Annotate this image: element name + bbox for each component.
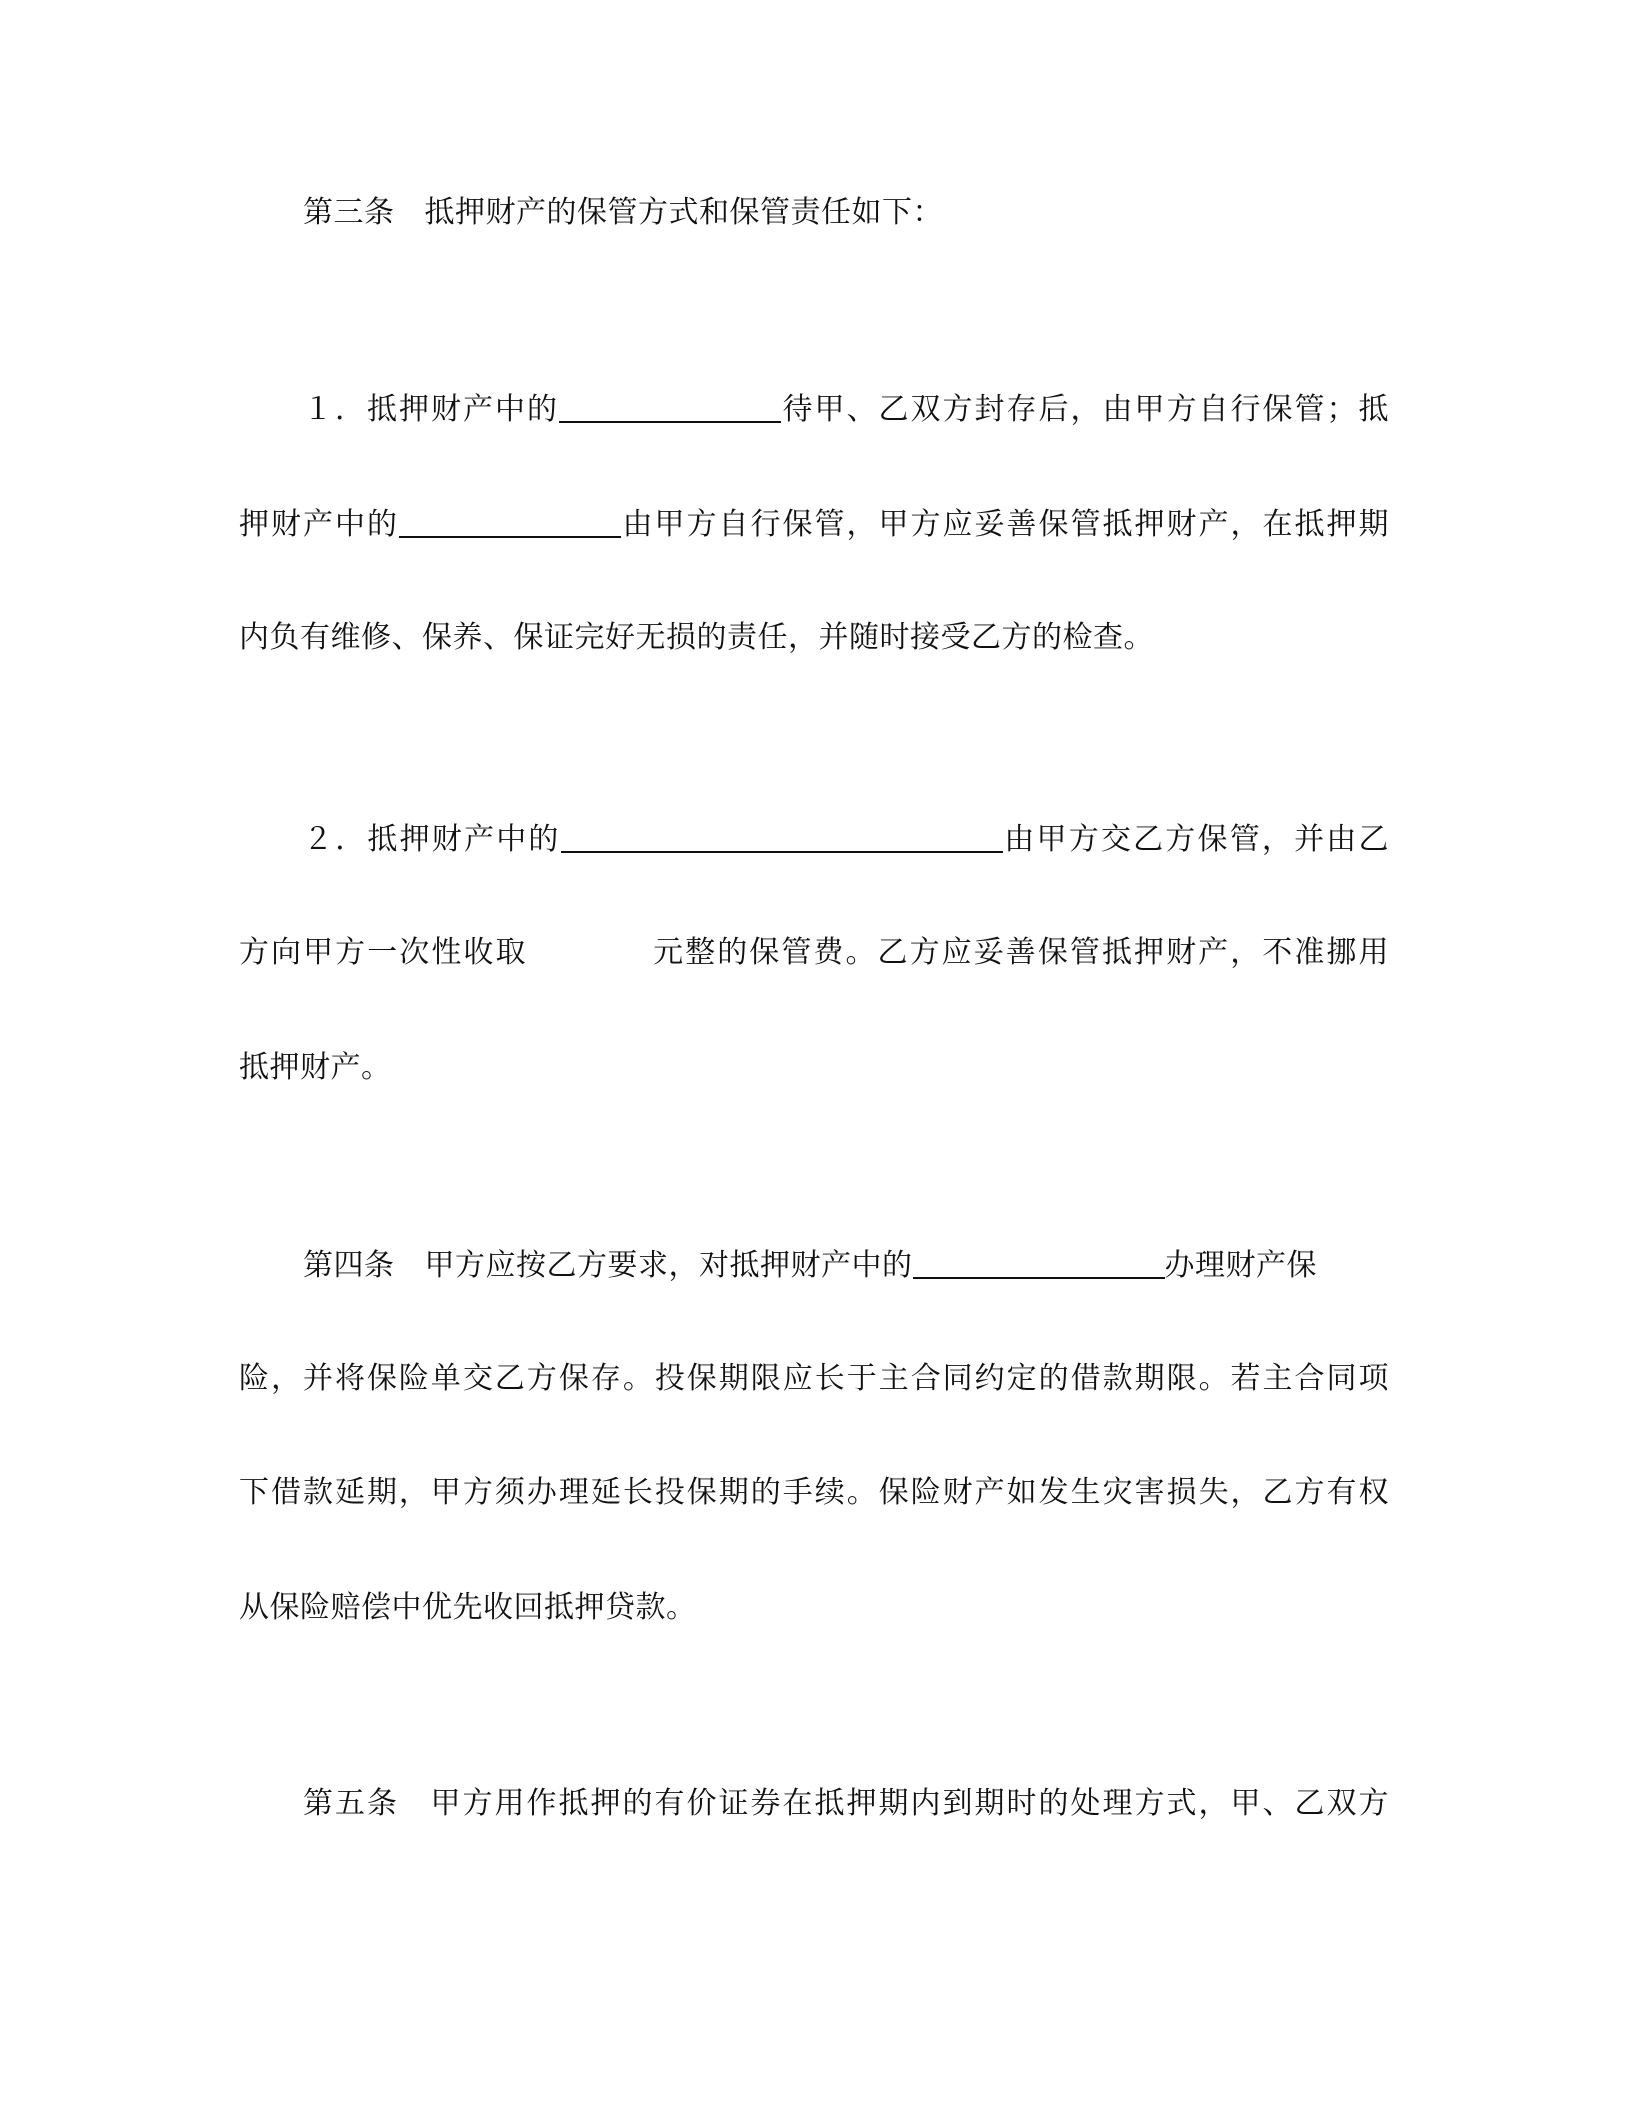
fill-blank[interactable]	[913, 1243, 1165, 1279]
item-1-text: 抵押财产中的	[367, 392, 559, 427]
article-3-title: 抵押财产的保管方式和保管责任如下：	[424, 195, 943, 230]
article-4-text: 办理财产保	[1164, 1248, 1317, 1283]
article-3-item-2-line-1	[239, 817, 1389, 861]
item-2-text: 由甲方交乙方保管，并由乙	[1002, 822, 1390, 857]
item-1-text: 内负有维修、保养、保证完好无损的责任，并随时接受乙方的检查。	[239, 620, 1154, 655]
item-2-text: 元整的保管费。乙方应妥善保管抵押财产，不准挪用	[651, 935, 1389, 970]
item-1-number: １．	[303, 392, 367, 427]
article-4-text: 险，并将保险单交乙方保存。投保期限应长于主合同约定的借款期限。若主合同项	[239, 1361, 1389, 1396]
article-3-item-1-line-3	[239, 616, 1389, 660]
fill-blank[interactable]	[561, 817, 1003, 853]
article-4-line-4	[239, 1586, 1389, 1630]
article-4-text: 从保险赔偿中优先收回抵押贷款。	[239, 1590, 697, 1625]
item-2-number: ２．	[303, 822, 368, 857]
article-4-line-2	[239, 1357, 1389, 1401]
article-4-text: 甲方应按乙方要求，对抵押财产中的	[424, 1248, 913, 1283]
fill-blank[interactable]	[559, 387, 781, 423]
article-5-number: 第五条	[303, 1786, 399, 1821]
article-3-item-1-line-2	[239, 502, 1389, 546]
article-3-item-1-line-1	[239, 387, 1389, 431]
article-3-item-2-line-3	[239, 1046, 1389, 1090]
article-4-line-3	[239, 1471, 1389, 1515]
article-3-number: 第三条	[303, 195, 395, 230]
article-4-text: 下借款延期，甲方须办理延长投保期的手续。保险财产如发生灾害损失，乙方有权	[239, 1475, 1389, 1510]
item-2-text: 方向甲方一次性收取	[239, 935, 528, 970]
article-5-line-1	[239, 1782, 1389, 1826]
article-4-line-1	[239, 1243, 1389, 1287]
item-2-text: 抵押财产。	[239, 1050, 392, 1085]
amount-blank[interactable]	[528, 932, 652, 966]
item-1-text: 押财产中的	[239, 507, 399, 542]
fill-blank[interactable]	[399, 502, 621, 538]
article-3-item-2-line-2	[239, 931, 1389, 975]
article-5-text: 甲方用作抵押的有价证券在抵押期内到期时的处理方式，甲、乙双方	[429, 1786, 1389, 1821]
article-3-heading	[239, 191, 1389, 235]
item-1-text: 待甲、乙双方封存后，由甲方自行保管；抵	[781, 392, 1389, 427]
article-4-number: 第四条	[303, 1248, 395, 1283]
item-2-text: 抵押财产中的	[367, 822, 561, 857]
item-1-text: 由甲方自行保管，甲方应妥善保管抵押财产，在抵押期	[621, 507, 1389, 542]
